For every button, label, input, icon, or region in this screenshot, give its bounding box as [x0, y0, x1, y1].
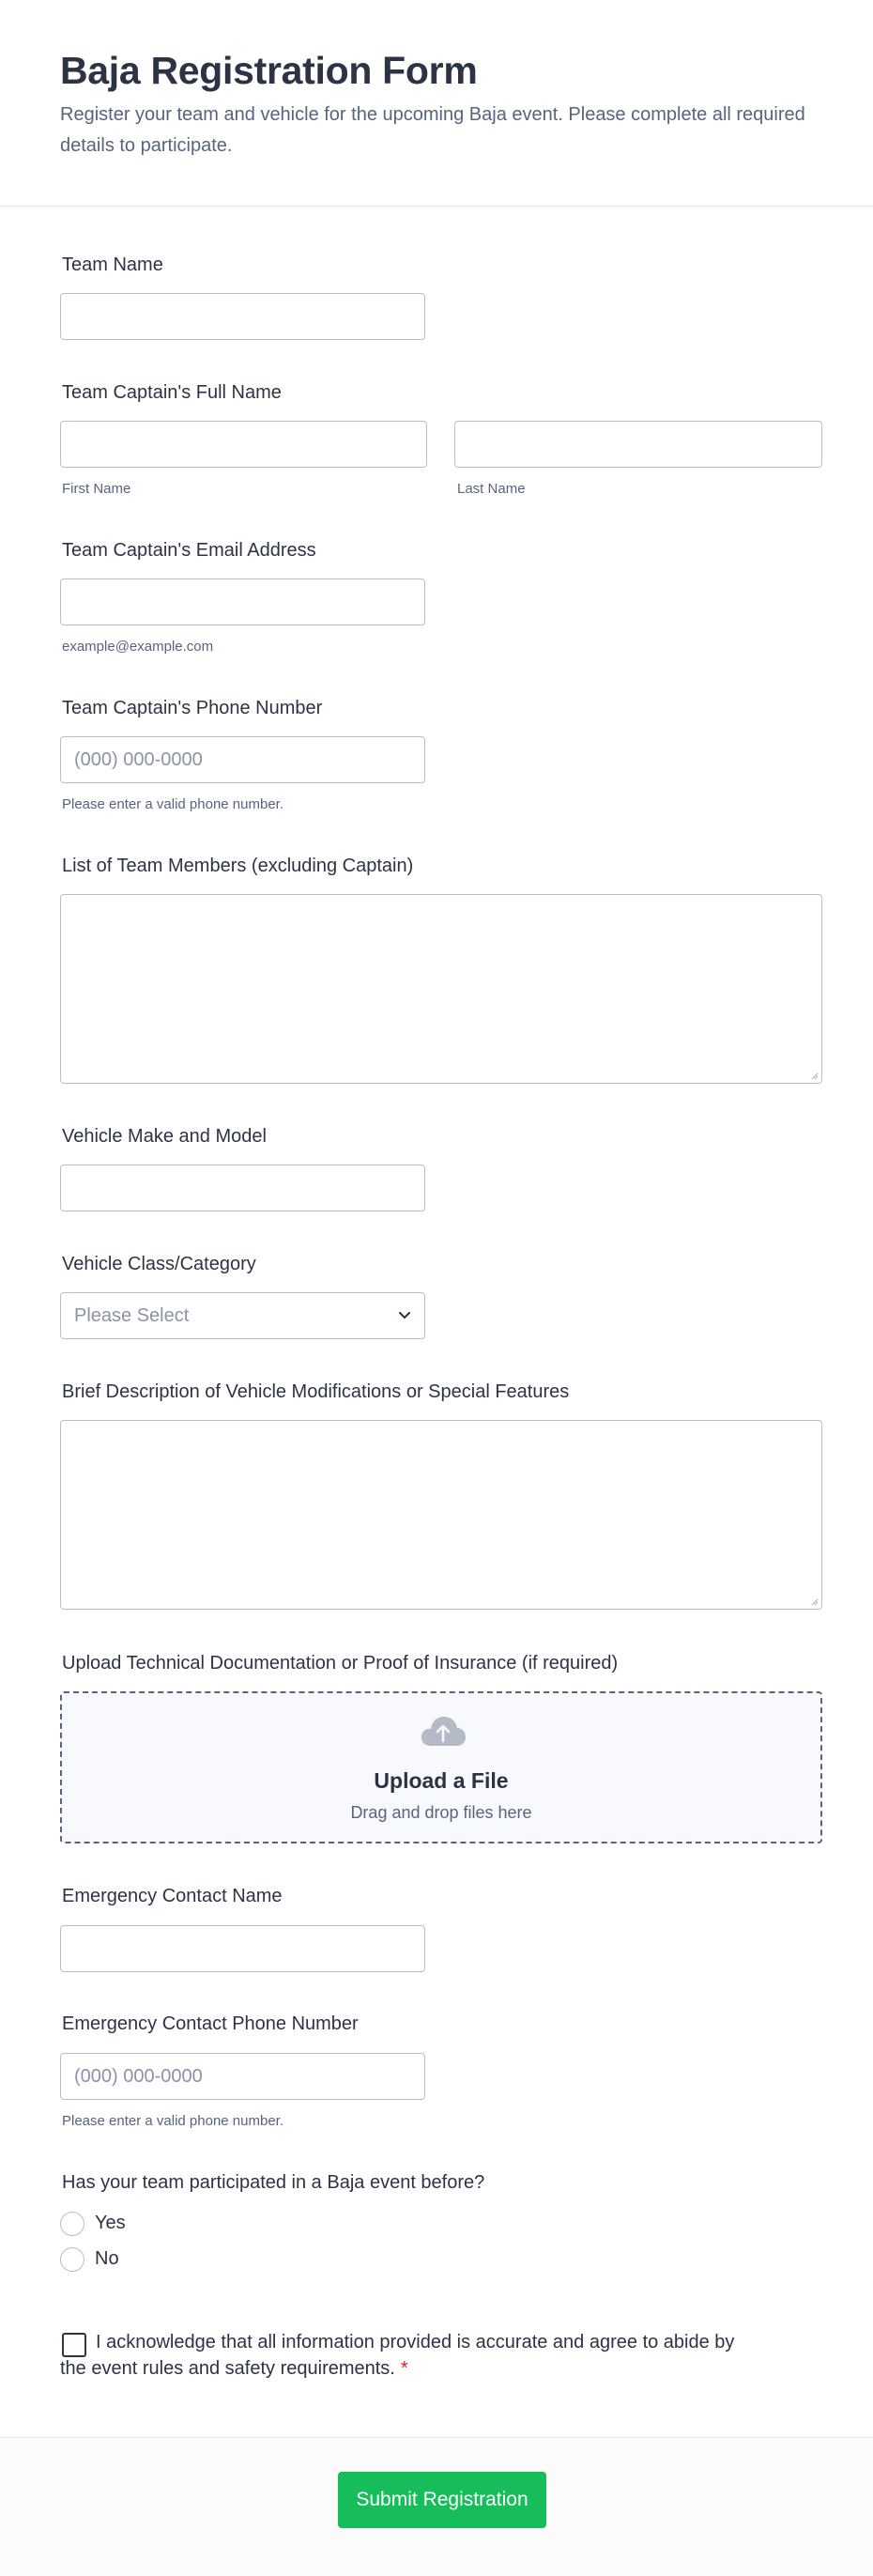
- upload-title: Upload a File: [374, 1768, 509, 1793]
- form-description: Register your team and vehicle for the upcoming Baja event. Please complete all required details to participate.: [60, 104, 805, 156]
- captain-email-label: Team Captain's Email Address: [62, 540, 316, 561]
- team-name-input[interactable]: [60, 293, 425, 340]
- emergency-phone-label: Emergency Contact Phone Number: [62, 2013, 359, 2034]
- upload-label: Upload Technical Documentation or Proof of Insurance (if required): [62, 1653, 619, 1674]
- emergency-name-input[interactable]: [60, 1925, 425, 1972]
- resize-grip-icon[interactable]: [809, 1597, 819, 1606]
- form-title: Baja Registration Form: [60, 49, 478, 92]
- captain-name-label: Team Captain's Full Name: [62, 382, 282, 403]
- vehicle-class-select[interactable]: [60, 1292, 425, 1339]
- participated-label: Has your team participated in a Baja event before?: [62, 2172, 485, 2193]
- acknowledge-label: I acknowledge that all information provided is accurate and agree to abide by the event rules and safety requirements.: [60, 2332, 735, 2379]
- emergency-phone-sublabel: Please enter a valid phone number.: [62, 2113, 283, 2129]
- emergency-phone-placeholder: (000) 000-0000: [74, 2066, 203, 2087]
- captain-phone-label: Team Captain's Phone Number: [62, 698, 323, 718]
- captain-last-name-input[interactable]: [454, 421, 822, 468]
- emergency-phone-input[interactable]: [60, 2053, 425, 2100]
- team-members-label: List of Team Members (excluding Captain): [62, 856, 414, 876]
- resize-grip-icon[interactable]: [809, 1071, 819, 1080]
- vehicle-make-input[interactable]: [60, 1165, 425, 1211]
- required-mark: *: [400, 2358, 408, 2379]
- vehicle-make-label: Vehicle Make and Model: [62, 1126, 267, 1147]
- captain-email-input[interactable]: [60, 578, 425, 625]
- captain-first-name-input[interactable]: [60, 421, 427, 468]
- submit-button[interactable]: Submit Registration: [338, 2472, 546, 2528]
- file-upload-dropzone[interactable]: [60, 1691, 822, 1843]
- radio-no[interactable]: [60, 2247, 84, 2272]
- captain-phone-sublabel: Please enter a valid phone number.: [62, 796, 283, 812]
- captain-email-sublabel: example@example.com: [62, 639, 214, 655]
- team-name-label: Team Name: [62, 255, 163, 275]
- team-members-textarea[interactable]: [60, 894, 822, 1084]
- vehicle-class-label: Vehicle Class/Category: [62, 1254, 256, 1274]
- form-header: [0, 0, 873, 207]
- cloud-upload-icon: [420, 1714, 467, 1750]
- chevron-down-icon: [396, 1307, 413, 1324]
- modifications-textarea[interactable]: [60, 1420, 822, 1610]
- emergency-name-label: Emergency Contact Name: [62, 1886, 283, 1906]
- upload-subtitle: Drag and drop files here: [350, 1803, 532, 1822]
- radio-no-label[interactable]: No: [95, 2248, 119, 2269]
- first-name-sublabel: First Name: [62, 481, 131, 497]
- last-name-sublabel: Last Name: [457, 481, 526, 497]
- vehicle-class-placeholder: Please Select: [74, 1305, 190, 1326]
- captain-phone-input[interactable]: [60, 736, 425, 783]
- radio-yes-label[interactable]: Yes: [95, 2213, 126, 2233]
- modifications-label: Brief Description of Vehicle Modifications or Special Features: [62, 1381, 570, 1402]
- captain-phone-placeholder: (000) 000-0000: [74, 749, 203, 770]
- acknowledge-text[interactable]: [60, 2329, 755, 2382]
- radio-yes[interactable]: [60, 2212, 84, 2236]
